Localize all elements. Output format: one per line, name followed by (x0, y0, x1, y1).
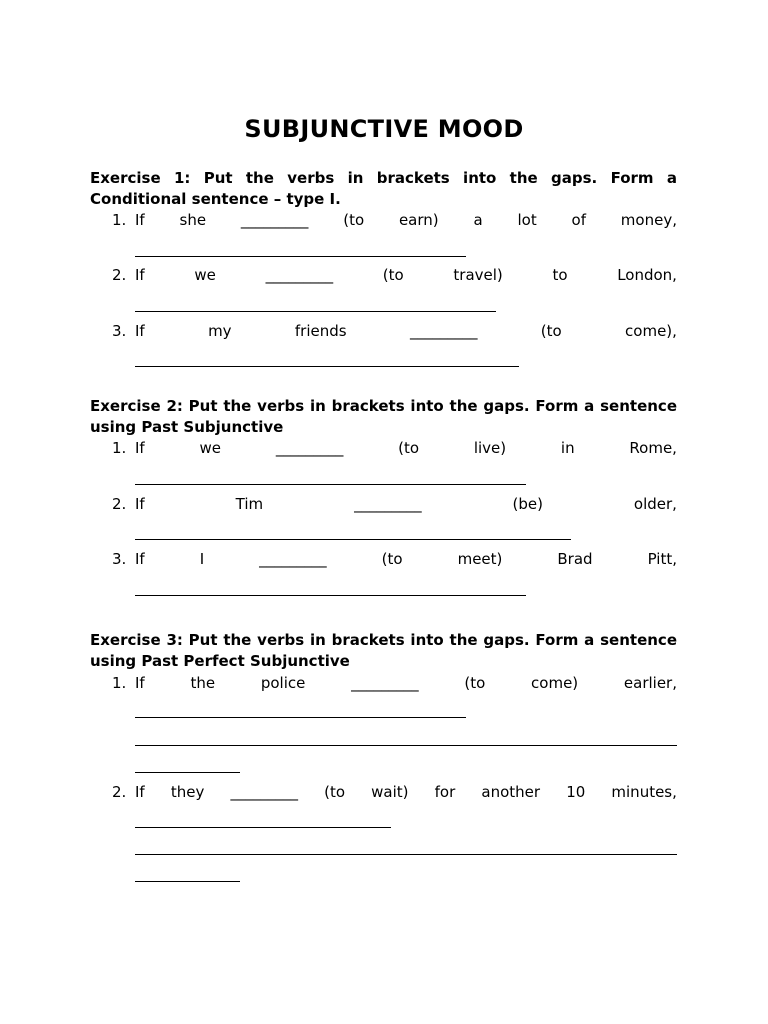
sentence-word: If (135, 439, 145, 457)
answer-blank-line[interactable] (135, 484, 526, 485)
sentence-line (135, 783, 677, 801)
answer-blank-line[interactable] (135, 595, 526, 596)
gap-blank[interactable]: _________ (409, 322, 478, 340)
answer-blank-line[interactable] (135, 539, 571, 540)
sentence-line (135, 550, 677, 568)
answer-blank-line[interactable] (135, 854, 677, 855)
sentence-word: she (179, 211, 207, 229)
sentence-word: to (552, 266, 568, 284)
sentence-word: police (260, 674, 306, 692)
sentence-word: of (571, 211, 586, 229)
sentence-word: come) (531, 674, 579, 692)
sentence-word: Pitt, (647, 550, 677, 568)
sentence-word: (to (343, 211, 365, 229)
sentence-word: for (434, 783, 456, 801)
sentence-word: (to (540, 322, 562, 340)
sentence-word: the (190, 674, 216, 692)
gap-blank[interactable]: _________ (230, 783, 298, 801)
exercise-3-heading: Exercise 3: Put the verbs in brackets into the gaps. Form a sentence using Past Perfect Subjunctive (90, 631, 677, 670)
answer-blank-line[interactable] (135, 366, 519, 367)
sentence-word: come), (625, 322, 677, 340)
sentence-word: Tim (235, 495, 264, 513)
item-number: 2. (112, 266, 127, 284)
item-number: 1. (112, 211, 127, 229)
sentence-word: I (199, 550, 205, 568)
sentence-line (135, 322, 677, 340)
gap-blank[interactable]: _________ (259, 550, 327, 568)
sentence-word: they (170, 783, 205, 801)
sentence-word: travel) (453, 266, 503, 284)
sentence-word: If (135, 550, 145, 568)
sentence-word: London, (617, 266, 677, 284)
item-number: 3. (112, 550, 127, 568)
item-number: 1. (112, 439, 127, 457)
gap-blank[interactable]: _________ (354, 495, 422, 513)
sentence-word: If (135, 322, 145, 340)
gap-blank[interactable]: _________ (240, 211, 309, 229)
answer-blank-line[interactable] (135, 311, 496, 312)
sentence-word: lot (517, 211, 537, 229)
sentence-word: in (560, 439, 575, 457)
answer-blank-line[interactable] (135, 256, 466, 257)
sentence-word: If (135, 266, 145, 284)
sentence-word: If (135, 495, 145, 513)
sentence-word: earn) (398, 211, 439, 229)
sentence-word: (to (382, 266, 404, 284)
sentence-word: friends (294, 322, 347, 340)
gap-blank[interactable]: _________ (351, 674, 419, 692)
sentence-word: minutes, (611, 783, 677, 801)
sentence-word: live) (473, 439, 507, 457)
sentence-word: my (208, 322, 232, 340)
sentence-word: (be) (512, 495, 543, 513)
sentence-word: (to (398, 439, 420, 457)
item-number: 1. (112, 674, 127, 692)
sentence-word: 10 (566, 783, 586, 801)
sentence-word: (to (381, 550, 403, 568)
sentence-word: meet) (457, 550, 503, 568)
sentence-line (135, 674, 677, 692)
sentence-word: we (194, 266, 216, 284)
sentence-word: If (135, 783, 145, 801)
sentence-word: Brad (557, 550, 593, 568)
sentence-line (135, 439, 677, 457)
answer-blank-line[interactable] (135, 717, 466, 718)
sentence-word: wait) (371, 783, 409, 801)
sentence-word: earlier, (623, 674, 677, 692)
sentence-word: a (473, 211, 483, 229)
sentence-word: older, (633, 495, 677, 513)
exercise-1-heading: Exercise 1: Put the verbs in brackets into the gaps. Form a Conditional sentence – type I. (90, 169, 677, 208)
sentence-word: If (135, 674, 145, 692)
sentence-line (135, 495, 677, 513)
sentence-word: money, (620, 211, 677, 229)
item-number: 2. (112, 783, 127, 801)
sentence-line (135, 266, 677, 284)
sentence-word: Rome, (629, 439, 677, 457)
answer-blank-line[interactable] (135, 745, 677, 746)
sentence-word: (to (464, 674, 486, 692)
gap-blank[interactable]: _________ (275, 439, 344, 457)
sentence-line (135, 211, 677, 229)
sentence-word: If (135, 211, 145, 229)
item-number: 2. (112, 495, 127, 513)
sentence-word: (to (324, 783, 346, 801)
gap-blank[interactable]: _________ (265, 266, 334, 284)
exercise-2-heading: Exercise 2: Put the verbs in brackets into the gaps. Form a sentence using Past Subjunctive (90, 397, 677, 436)
answer-blank-line[interactable] (135, 772, 240, 773)
sentence-word: another (481, 783, 541, 801)
answer-blank-line[interactable] (135, 827, 391, 828)
answer-blank-line[interactable] (135, 881, 240, 882)
page-title: SUBJUNCTIVE MOOD (244, 115, 524, 143)
sentence-word: we (199, 439, 222, 457)
item-number: 3. (112, 322, 127, 340)
